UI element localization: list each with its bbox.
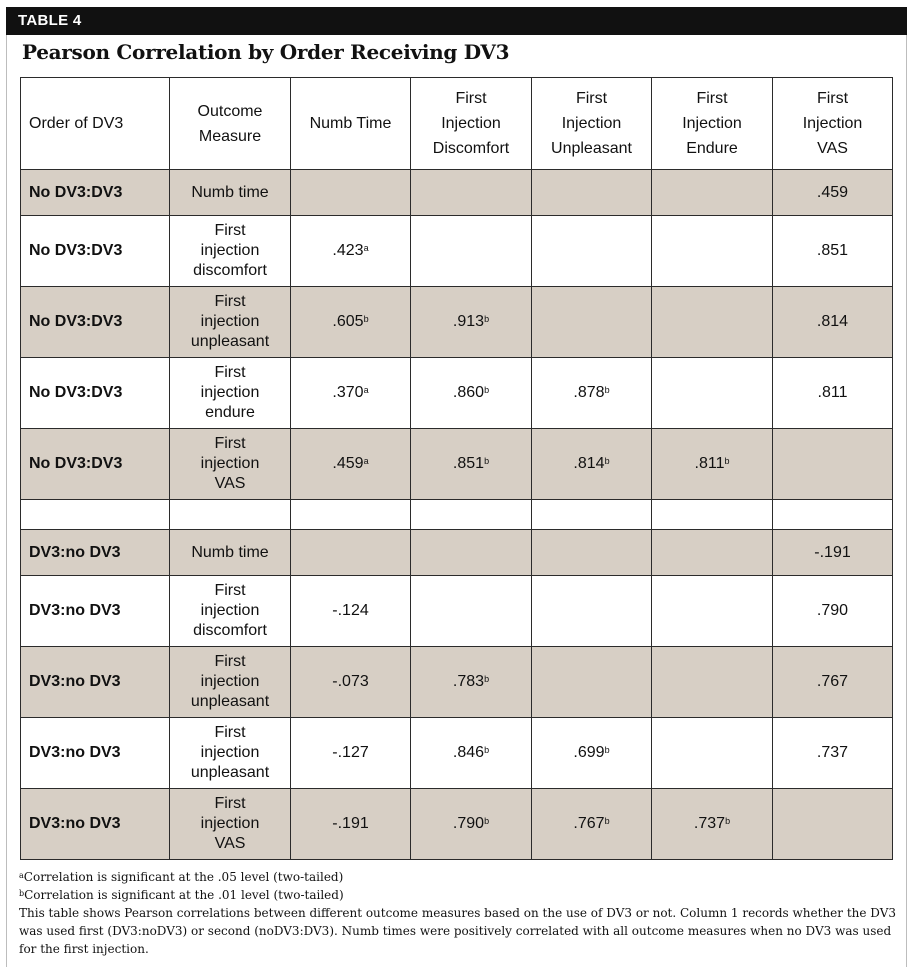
correlation-value: .737 <box>693 815 726 832</box>
significance-marker: b <box>484 674 490 684</box>
value-cell <box>532 789 652 860</box>
column-header-text: First <box>696 90 728 107</box>
correlation-value: .814 <box>573 455 605 472</box>
value-cell <box>652 429 773 500</box>
correlation-value: -.127 <box>332 744 369 761</box>
measure-cell <box>170 170 291 216</box>
measure-text: unpleasant <box>190 693 270 710</box>
value-cell <box>411 576 532 647</box>
correlation-value: .459 <box>816 183 849 201</box>
footnote-marker: a <box>19 871 24 880</box>
table-row <box>21 647 893 718</box>
value-cell <box>291 287 411 358</box>
order-cell: DV3:no DV3 <box>21 647 170 718</box>
correlation-value: .783 <box>452 673 485 690</box>
order-cell: No DV3:DV3 <box>21 170 170 216</box>
value-cell <box>532 358 652 429</box>
measure-cell <box>170 789 291 860</box>
order-cell <box>21 500 170 530</box>
table-row <box>21 170 893 216</box>
table-row <box>21 500 893 530</box>
footnote-text: Correlation is significant at the .05 level (two-tailed) <box>23 870 344 884</box>
value-cell <box>291 789 411 860</box>
value-cell <box>411 287 532 358</box>
correlation-value: .605 <box>332 313 364 330</box>
correlation-value: .811 <box>694 455 725 472</box>
table-row <box>21 358 893 429</box>
column-header-text: Unpleasant <box>551 140 632 157</box>
value-cell <box>411 530 532 576</box>
value-cell <box>773 576 893 647</box>
correlation-value: .370 <box>332 384 364 401</box>
footnote <box>19 886 897 904</box>
significance-marker: a <box>363 385 369 395</box>
measure-cell <box>170 500 291 530</box>
correlation-value: .860 <box>452 384 485 401</box>
value-cell <box>532 530 652 576</box>
table-notes <box>19 868 897 958</box>
order-cell: DV3:no DV3 <box>21 530 170 576</box>
measure-text: discomfort <box>193 262 267 279</box>
value-cell <box>652 576 773 647</box>
measure-text: injection <box>200 744 260 761</box>
value-cell <box>652 287 773 358</box>
value-cell <box>652 530 773 576</box>
value-cell <box>773 216 893 287</box>
measure-cell <box>170 647 291 718</box>
footnote-marker: b <box>19 889 25 898</box>
footnote-text: This table shows Pearson correlations between different outcome measures based on the use of DV3 or not. Column 1 records whether the DV3 was used first (DV3:noDV3) or second (noDV3:DV3). Numb times were positively correlated with all outcome measures when no DV3 was used for the first injection. <box>19 906 896 956</box>
significance-marker: a <box>363 456 369 466</box>
order-cell: DV3:no DV3 <box>21 718 170 789</box>
column-header <box>291 78 411 170</box>
value-cell <box>411 500 532 530</box>
column-header-text: Injection <box>802 115 863 132</box>
value-cell <box>411 718 532 789</box>
column-header-text: Injection <box>561 115 622 132</box>
column-header-text: First <box>816 90 849 107</box>
table-label: TABLE 4 <box>6 7 907 35</box>
value-cell <box>652 500 773 530</box>
order-cell: DV3:no DV3 <box>21 789 170 860</box>
table-row <box>21 429 893 500</box>
column-header <box>411 78 532 170</box>
correlation-value: -.191 <box>332 815 369 832</box>
value-cell <box>532 718 652 789</box>
value-cell <box>291 647 411 718</box>
value-cell <box>773 500 893 530</box>
correlation-table <box>20 77 893 860</box>
column-header <box>170 78 291 170</box>
page-title: Pearson Correlation by Order Receiving DV3 <box>22 40 510 64</box>
column-header-text: First <box>455 90 487 107</box>
order-cell: No DV3:DV3 <box>21 358 170 429</box>
table-header-row <box>21 78 893 170</box>
column-header <box>21 78 170 170</box>
measure-text: injection <box>200 242 260 259</box>
measure-cell <box>170 358 291 429</box>
correlation-value: .913 <box>452 313 485 330</box>
value-cell <box>652 647 773 718</box>
measure-text: endure <box>205 404 255 421</box>
significance-marker: b <box>604 745 610 755</box>
value-cell <box>532 429 652 500</box>
correlation-value: .790 <box>816 602 849 619</box>
correlation-value: .699 <box>573 744 605 761</box>
value-cell <box>773 530 893 576</box>
correlation-value: .790 <box>452 815 485 832</box>
value-cell <box>652 789 773 860</box>
measure-text: injection <box>200 384 260 401</box>
measure-text: injection <box>200 673 260 690</box>
measure-cell <box>170 530 291 576</box>
correlation-value: .737 <box>816 744 849 761</box>
measure-cell <box>170 216 291 287</box>
correlation-value: -.073 <box>332 673 369 690</box>
correlation-value: .811 <box>817 384 848 401</box>
column-header-text: Endure <box>686 140 738 157</box>
column-header-text: Measure <box>198 127 262 145</box>
footnote <box>19 868 897 886</box>
correlation-value: .846 <box>452 744 485 761</box>
order-cell: No DV3:DV3 <box>21 216 170 287</box>
measure-text: First <box>214 795 246 812</box>
significance-marker: b <box>724 456 730 466</box>
measure-text: First <box>214 724 246 741</box>
measure-cell <box>170 429 291 500</box>
value-cell <box>291 216 411 287</box>
column-header <box>652 78 773 170</box>
measure-text: First <box>214 222 246 239</box>
column-header-text: Outcome <box>197 102 263 120</box>
measure-text: Numb time <box>191 543 269 561</box>
measure-text: injection <box>200 602 260 619</box>
correlation-value: .767 <box>573 815 605 832</box>
value-cell <box>652 216 773 287</box>
value-cell <box>773 647 893 718</box>
value-cell <box>411 170 532 216</box>
column-header-text: VAS <box>817 140 848 157</box>
significance-marker: a <box>363 243 369 253</box>
order-cell: No DV3:DV3 <box>21 287 170 358</box>
table-row <box>21 530 893 576</box>
column-header-text: Injection <box>441 115 501 132</box>
table-row <box>21 576 893 647</box>
order-cell: DV3:no DV3 <box>21 576 170 647</box>
value-cell <box>291 530 411 576</box>
correlation-value: .878 <box>573 384 605 401</box>
correlation-value: .423 <box>332 242 364 259</box>
correlation-value: -.124 <box>332 602 369 619</box>
footnote-text: Correlation is significant at the .01 level (two-tailed) <box>24 888 344 902</box>
column-header-text: Order of DV3 <box>29 115 124 132</box>
value-cell <box>773 429 893 500</box>
measure-cell <box>170 287 291 358</box>
value-cell <box>411 358 532 429</box>
measure-text: injection <box>200 313 260 330</box>
column-header-text: Numb Time <box>309 115 392 132</box>
value-cell <box>291 170 411 216</box>
correlation-value: .767 <box>816 673 849 690</box>
significance-marker: b <box>363 314 369 324</box>
column-header <box>773 78 893 170</box>
correlation-value: .459 <box>332 455 364 472</box>
significance-marker: b <box>604 456 610 466</box>
value-cell <box>291 718 411 789</box>
value-cell <box>652 170 773 216</box>
value-cell <box>411 429 532 500</box>
correlation-value: -.191 <box>814 543 851 561</box>
measure-text: First <box>214 582 246 599</box>
significance-marker: b <box>484 314 490 324</box>
significance-marker: b <box>484 816 490 826</box>
measure-text: injection <box>200 455 260 472</box>
column-header-text: First <box>575 90 608 107</box>
footnote <box>19 904 897 958</box>
value-cell <box>291 500 411 530</box>
value-cell <box>773 287 893 358</box>
value-cell <box>532 170 652 216</box>
value-cell <box>773 358 893 429</box>
table-row <box>21 287 893 358</box>
value-cell <box>773 718 893 789</box>
measure-cell <box>170 718 291 789</box>
value-cell <box>773 170 893 216</box>
measure-text: VAS <box>214 475 246 492</box>
measure-cell <box>170 576 291 647</box>
value-cell <box>532 287 652 358</box>
correlation-value: .851 <box>452 455 485 472</box>
measure-text: discomfort <box>193 622 267 639</box>
correlation-value: .814 <box>816 313 849 330</box>
table-row <box>21 789 893 860</box>
value-cell <box>652 718 773 789</box>
measure-text: First <box>214 653 246 670</box>
value-cell <box>532 500 652 530</box>
table-row <box>21 718 893 789</box>
value-cell <box>532 647 652 718</box>
significance-marker: b <box>484 745 490 755</box>
value-cell <box>411 647 532 718</box>
value-cell <box>411 789 532 860</box>
value-cell <box>532 576 652 647</box>
value-cell <box>291 358 411 429</box>
measure-text: VAS <box>214 835 246 852</box>
measure-text: unpleasant <box>190 333 270 350</box>
significance-marker: b <box>604 385 610 395</box>
measure-text: unpleasant <box>190 764 270 781</box>
value-cell <box>411 216 532 287</box>
significance-marker: b <box>725 816 731 826</box>
value-cell <box>532 216 652 287</box>
measure-text: Numb time <box>191 183 269 201</box>
column-header-text: Discomfort <box>432 140 510 157</box>
value-cell <box>652 358 773 429</box>
value-cell <box>773 789 893 860</box>
column-header <box>532 78 652 170</box>
significance-marker: b <box>484 456 490 466</box>
value-cell <box>291 576 411 647</box>
value-cell <box>291 429 411 500</box>
order-cell: No DV3:DV3 <box>21 429 170 500</box>
measure-text: injection <box>200 815 260 832</box>
measure-text: First <box>214 435 246 452</box>
correlation-value: .851 <box>816 242 849 259</box>
measure-text: First <box>214 293 246 310</box>
significance-marker: b <box>604 816 610 826</box>
column-header-text: Injection <box>682 115 742 132</box>
measure-text: First <box>214 364 246 381</box>
significance-marker: b <box>484 385 490 395</box>
table-row <box>21 216 893 287</box>
